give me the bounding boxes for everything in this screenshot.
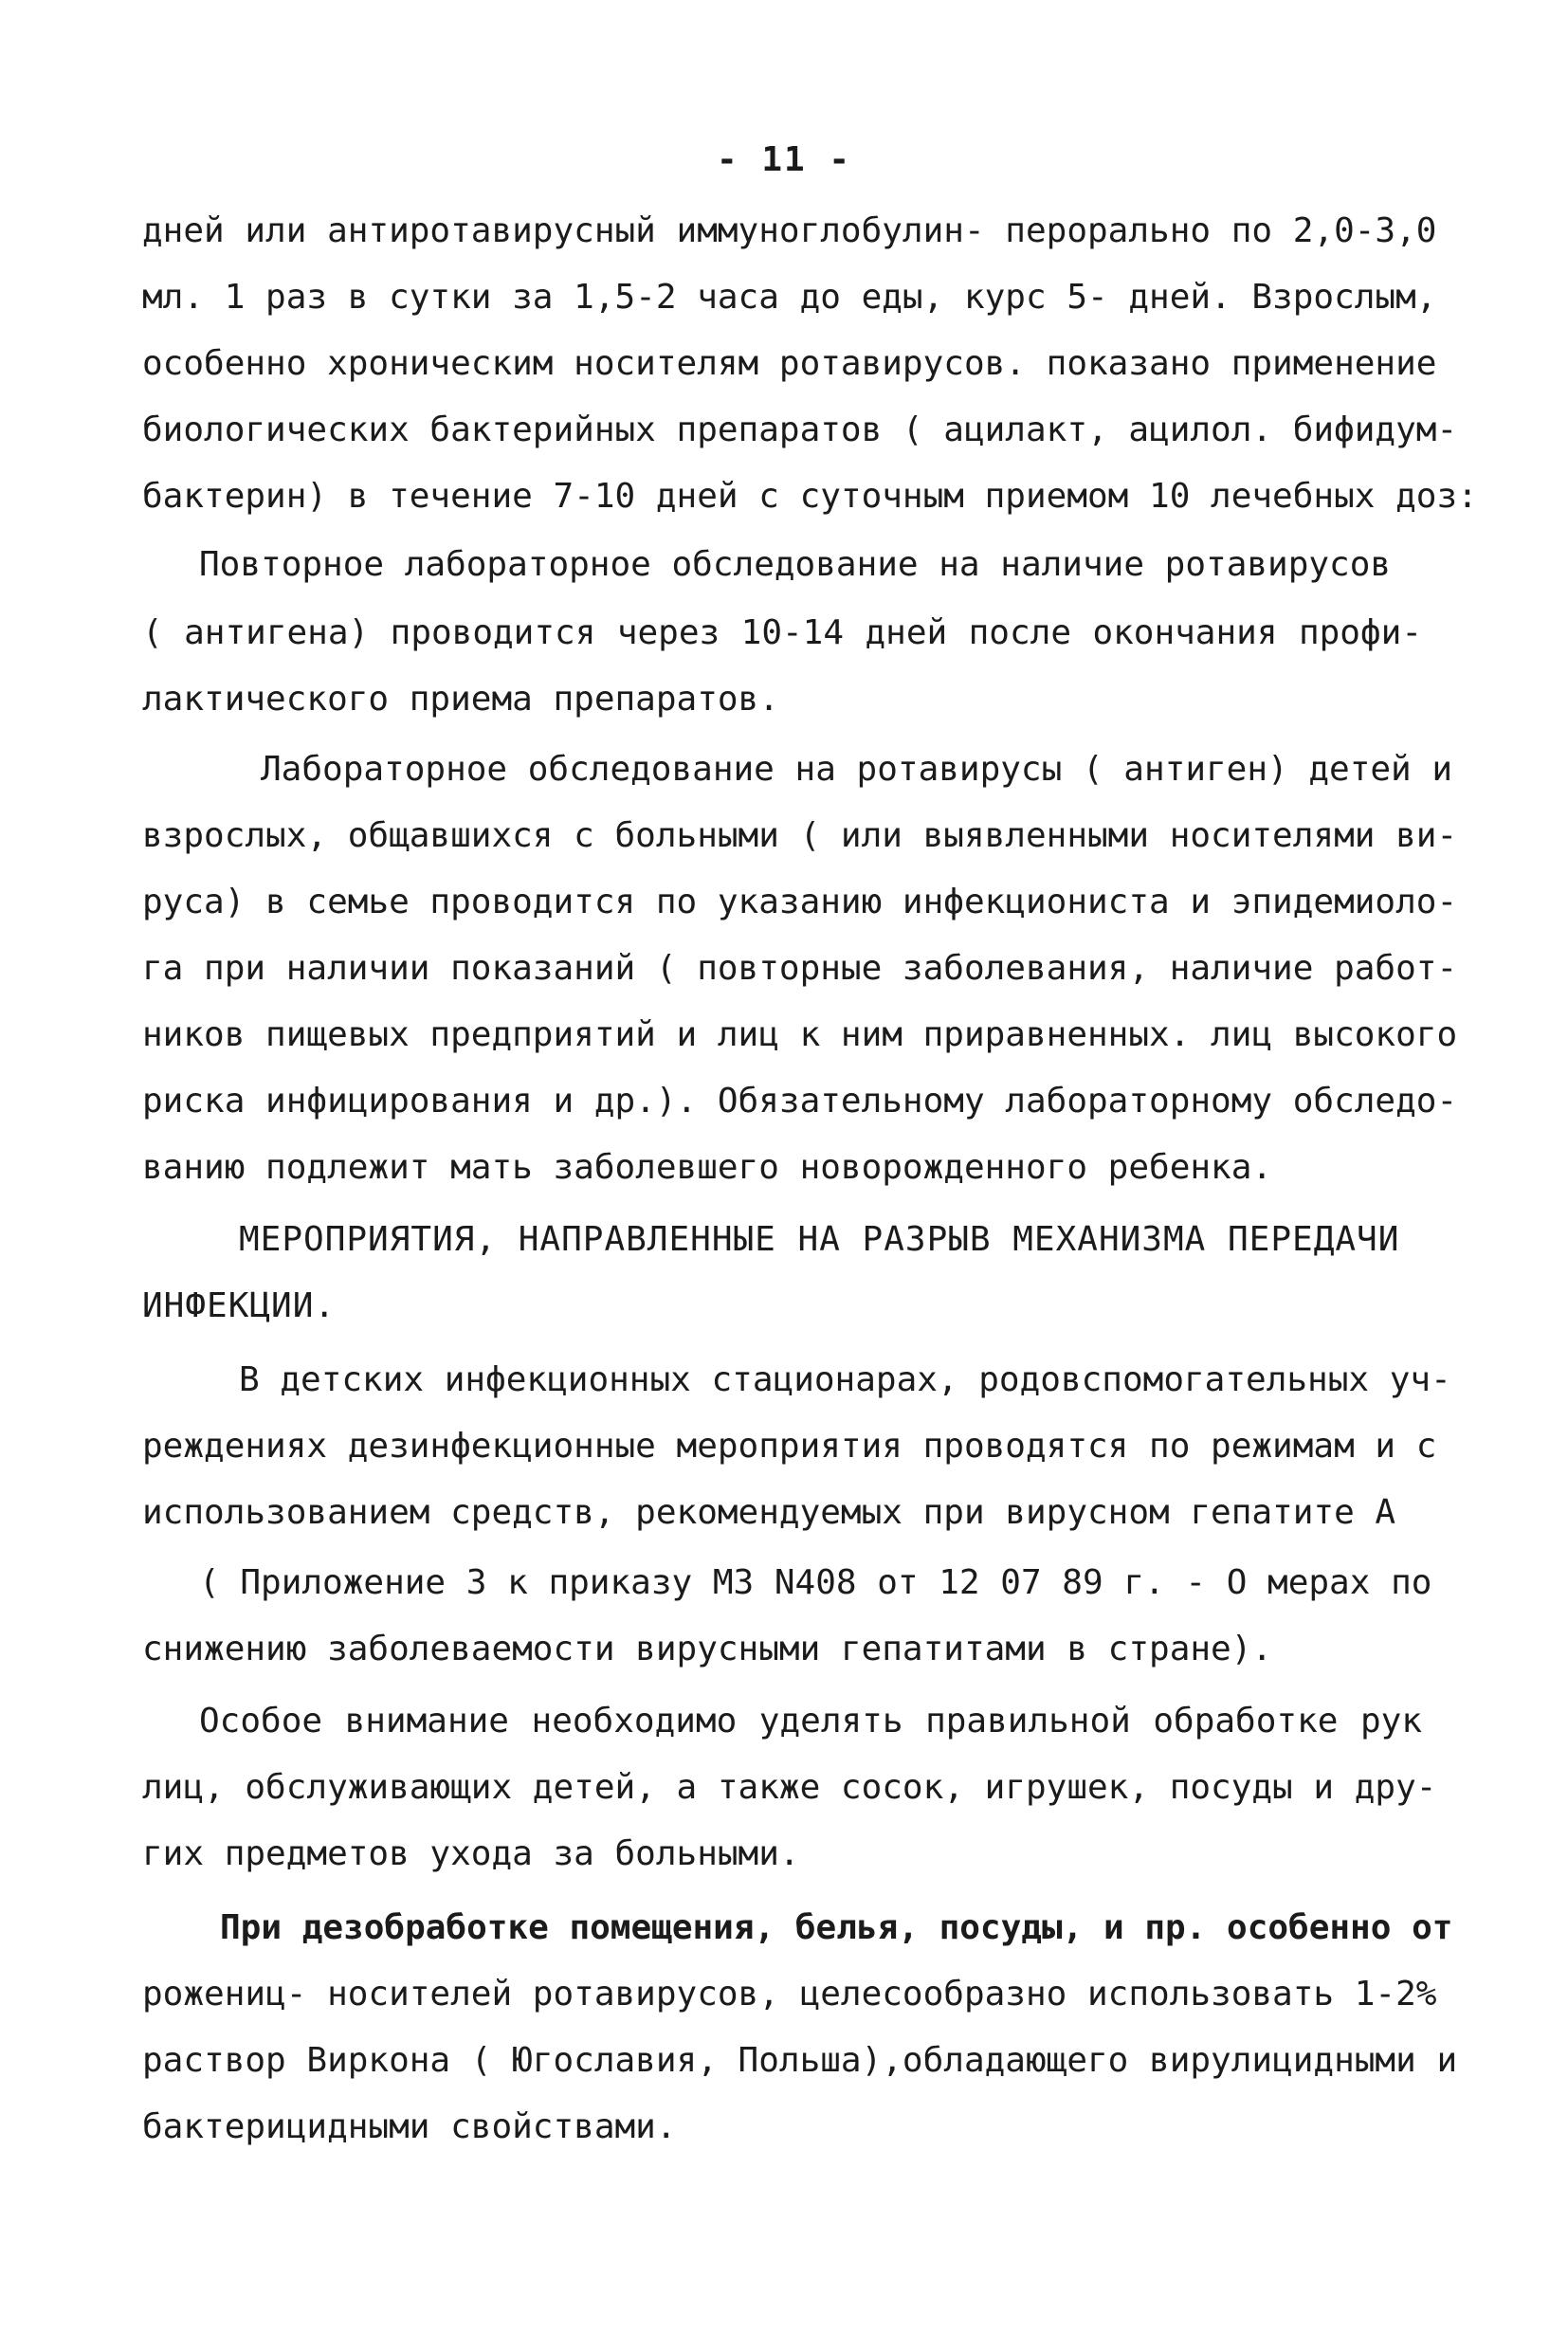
text-line: бактерицидными свойствами. <box>142 2107 677 2146</box>
section-heading: МЕРОПРИЯТИЯ, НАПРАВЛЕННЫЕ НА РАЗРЫВ МЕХАНИЗМА ПЕРЕДАЧИ <box>239 1220 1400 1259</box>
text-line: га при наличии показаний ( повторные заболевания, наличие работ- <box>142 949 1458 988</box>
text-line: ( антигена) проводится через 10-14 дней после окончания профи- <box>142 613 1422 652</box>
text-line: рожениц- носителей ротавирусов, целесообразно использовать 1-2% <box>142 1975 1437 2014</box>
text-line: Повторное лабораторное обследование на наличие ротавирусов <box>199 545 1392 584</box>
text-line: дней или антиротавирусный иммуноглобулин- перорально по 2,0-3,0 <box>142 211 1437 250</box>
text-line: реждениях дезинфекционные мероприятия проводятся по режимам и с <box>142 1427 1437 1466</box>
text-line: В детских инфекционных стационарах, родовспомогательных уч- <box>239 1360 1451 1399</box>
text-line: раствор Виркона ( Югославия, Польша),обладающего вирулицидными и <box>142 2041 1458 2080</box>
text-line: взрослых, общавшихся с больными ( или выявленными носителями ви- <box>142 816 1458 855</box>
section-heading: ИНФЕКЦИИ. <box>142 1286 337 1325</box>
text-line: использованием средств, рекомендуемых при вирусном гепатите А <box>142 1493 1396 1532</box>
text-line: Лабораторное обследование на ротавирусы ( антиген) детей и <box>261 750 1453 789</box>
text-line: мл. 1 раз в сутки за 1,5-2 часа до еды, курс 5- дней. Взрослым, <box>142 278 1437 317</box>
text-line: ванию подлежит мать заболевшего новорожденного ребенка. <box>142 1148 1273 1187</box>
text-line: биологических бактерийных препаратов ( ацилакт, ацилол. бифидум- <box>142 410 1458 449</box>
text-line: снижению заболеваемости вирусными гепатитами в стране). <box>142 1630 1273 1668</box>
page-number: - 11 - <box>716 140 852 179</box>
text-line: ников пищевых предприятий и лиц к ним приравненных. лиц высокого <box>142 1015 1458 1054</box>
text-line: При дезобработке помещения, белья, посуды, и пр. особенно от <box>220 1908 1453 1947</box>
text-line: лактического приема препаратов. <box>142 680 779 719</box>
text-line: руса) в семье проводится по указанию инфекциониста и эпидемиоло- <box>142 883 1458 921</box>
text-line: лиц, обслуживающих детей, а также сосок, игрушек, посуды и дру- <box>142 1768 1437 1807</box>
text-line: риска инфицирования и др.). Обязательному лабораторному обследо- <box>142 1082 1458 1121</box>
text-line: особенно хроническим носителям ротавирусов. показано применение <box>142 344 1437 383</box>
text-line: бактерин) в течение 7-10 дней с суточным приемом 10 лечебных доз: <box>142 477 1478 516</box>
text-line: Особое внимание необходимо уделять правильной обработке рук <box>199 1702 1422 1740</box>
text-line: гих предметов ухода за больными. <box>142 1834 800 1873</box>
text-line: ( Приложение 3 к приказу МЗ N408 от 12 07 89 г. - О мерах по <box>199 1563 1432 1602</box>
